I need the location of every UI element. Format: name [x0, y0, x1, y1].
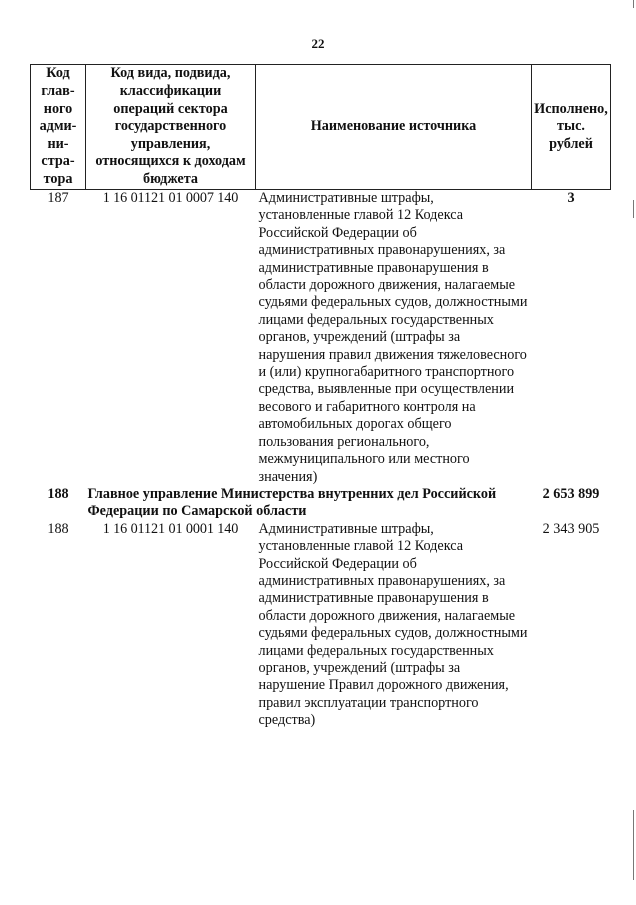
kbk-code-cell: 1 16 01121 01 0007 140	[102, 190, 239, 206]
admin-code-cell: 187	[47, 190, 69, 206]
admin-code-cell: 188	[47, 520, 69, 537]
header-kbk-code: Код вида, подвида, классификации операций сектора государственного управления, относящихся к доходам бюджета	[86, 65, 256, 190]
amount-cell: 2 343 905	[542, 520, 600, 537]
header-row	[31, 65, 611, 190]
admin-code-cell: 188	[47, 485, 69, 502]
header-executed-amount: Исполнено, тыс. рублей	[532, 65, 611, 190]
scan-edge-mark	[633, 200, 634, 218]
table-row	[31, 521, 611, 730]
source-name-cell: Административные штрафы, установленные главой 12 Кодекса Российской Федерации об административных правонарушениях, за административные правонарушения в области дорожного движения, налагаемые судьями федеральных судов, должностными лицами федеральных государственных органов, учреждений (штрафы за нарушения правил движения тяжеловесного и (или) крупногабаритного транспортного средства, выявленные при осуществлении весового и габаритного контроля на автомобильных дорогах общего пользования регионального, межмуниципального или местного значения)	[258, 190, 528, 485]
header-admin-code: Код глав-ного адми-ни-стра-тора	[31, 65, 86, 190]
group-row	[31, 486, 611, 521]
scan-edge-mark	[633, 810, 634, 880]
scan-edge-mark	[633, 0, 634, 8]
page-number: 22	[311, 36, 325, 51]
source-name-cell: Административные штрафы, установленные главой 12 Кодекса Российской Федерации об административных правонарушениях, за административные правонарушения в области дорожного движения, налагаемые судьями федеральных судов, должностными лицами федеральных государственных органов, учреждений (штрафы за нарушение Правил дорожного движения, правил эксплуатации транспортного средства)	[258, 520, 528, 729]
revenue-table	[30, 64, 611, 730]
amount-cell: 3	[567, 190, 575, 206]
kbk-code-cell: 1 16 01121 01 0001 140	[102, 520, 239, 537]
header-source-name: Наименование источника	[256, 65, 532, 190]
table-row	[31, 190, 611, 486]
administrator-name-cell: Главное управление Министерства внутренних дел Российской Федерации по Самарской области	[87, 485, 497, 520]
amount-cell: 2 653 899	[542, 485, 600, 502]
